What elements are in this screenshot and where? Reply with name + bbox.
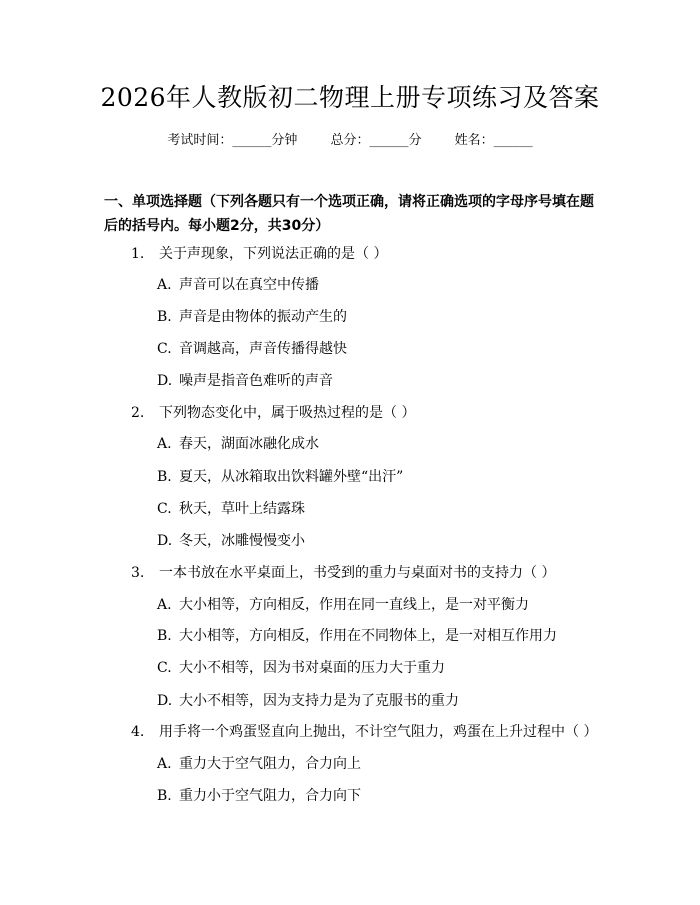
question-4-option-b: [157, 786, 361, 806]
question-text: 用手将一个鸡蛋竖直向上抛出，不计空气阻力，鸡蛋在上升过程中（ ）: [159, 724, 598, 740]
question-text: 一本书放在水平桌面上，书受到的重力与桌面对书的支持力（ ）: [159, 565, 556, 581]
option-letter: D.: [157, 373, 173, 389]
option-text: 声音是由物体的振动产生的: [179, 309, 347, 325]
option-letter: C.: [157, 341, 172, 357]
option-text: 大小不相等，因为支持力是为了克服书的重力: [179, 693, 459, 709]
option-text: 夏天，从冰箱取出饮料罐外壁“出汗”: [179, 469, 404, 485]
option-text: 秋天，草叶上结露珠: [179, 501, 305, 517]
question-3-option-b: [157, 626, 557, 646]
option-letter: A.: [157, 436, 172, 452]
option-text: 春天，湖面冰融化成水: [179, 436, 319, 452]
question-1-option-d: [157, 371, 333, 391]
option-text: 重力小于空气阻力，合力向下: [179, 788, 361, 804]
exam-meta: [0, 132, 700, 150]
option-letter: A.: [157, 277, 172, 293]
question-text: 关于声现象，下列说法正确的是（ ）: [159, 246, 388, 262]
exam-name: 姓名：______: [454, 133, 533, 148]
option-letter: C.: [157, 501, 172, 517]
option-text: 重力大于空气阻力，合力向上: [179, 756, 361, 772]
question-2-option-d: [157, 531, 305, 551]
question-text: 下列物态变化中，属于吸热过程的是（ ）: [159, 405, 416, 421]
question-2-option-c: [157, 499, 305, 519]
option-letter: B.: [157, 309, 172, 325]
option-text: 大小相等，方向相反，作用在不同物体上，是一对相互作用力: [179, 628, 557, 644]
question-3-option-c: [157, 658, 445, 678]
option-text: 噪声是指音色难听的声音: [179, 373, 333, 389]
question-1-option-a: [157, 275, 319, 295]
option-letter: C.: [157, 660, 172, 676]
exam-score: 总分：______分: [330, 133, 422, 148]
option-letter: A.: [157, 597, 172, 613]
option-text: 音调越高，声音传播得越快: [179, 341, 347, 357]
question-number: 1.: [131, 246, 145, 262]
option-letter: A.: [157, 756, 172, 772]
question-4: [131, 722, 597, 742]
option-text: 大小不相等，因为书对桌面的压力大于重力: [179, 660, 445, 676]
question-2: [131, 403, 415, 423]
question-number: 3.: [131, 565, 145, 581]
question-3-option-d: [157, 691, 459, 711]
option-letter: B.: [157, 628, 172, 644]
question-number: 2.: [131, 405, 145, 421]
exam-time: 考试时间：______分钟: [167, 133, 298, 148]
option-text: 声音可以在真空中传播: [179, 277, 319, 293]
option-text: 大小相等，方向相反，作用在同一直线上，是一对平衡力: [179, 597, 529, 613]
option-text: 冬天，冰雕慢慢变小: [179, 533, 305, 549]
option-letter: D.: [157, 533, 173, 549]
question-1-option-c: [157, 339, 347, 359]
question-number: 4.: [131, 724, 145, 740]
option-letter: D.: [157, 693, 173, 709]
page-title: 2026年人教版初二物理上册专项练习及答案: [100, 83, 600, 112]
question-3: [131, 563, 555, 583]
question-2-option-b: [157, 467, 403, 487]
section-heading: 一、单项选择题（下列各题只有一个选项正确，请将正确选项的字母序号填在题后的括号内。每小题2分，共30分）: [104, 194, 594, 234]
question-2-option-a: [157, 434, 319, 454]
question-3-option-a: [157, 595, 529, 615]
question-1-option-b: [157, 307, 347, 327]
option-letter: B.: [157, 469, 172, 485]
question-1: [131, 244, 387, 264]
option-letter: B.: [157, 788, 172, 804]
question-4-option-a: [157, 754, 361, 774]
